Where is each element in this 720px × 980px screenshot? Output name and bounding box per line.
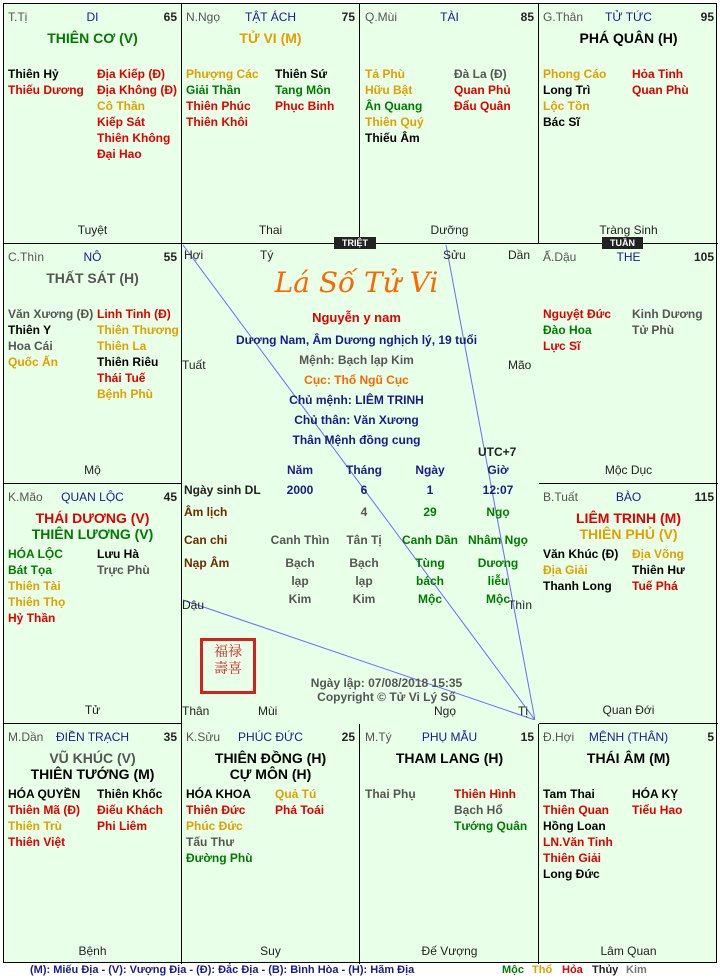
palace-can: C.Thìn [8, 250, 45, 264]
star-right: Quan Phù [632, 83, 689, 97]
palace-name: PHÚC ĐỨC [238, 730, 303, 744]
canchi-gio: Nhâm Ngọ [468, 533, 528, 547]
palace-name: TỬ TỨC [605, 10, 652, 24]
palace-can: Q.Mùi [365, 10, 398, 24]
palace-phase: Dưỡng [430, 223, 469, 237]
main-star: TỬ VI (M) [239, 30, 302, 46]
palace-name: TÀI [440, 10, 459, 24]
star-right: Địa Không (Đ) [97, 83, 177, 97]
palace-phase: Quan Đới [602, 703, 655, 717]
chart-title: Lá Số Tử Vi [274, 266, 439, 299]
palace-phase: Bệnh [78, 944, 107, 958]
dir-mui: Mùi [258, 704, 278, 718]
dir-ngo: Ngọ [434, 704, 457, 718]
star-left: Thiên Việt [8, 835, 66, 849]
palace-age: 25 [341, 730, 355, 744]
triet-tag: TRIỆT [334, 237, 376, 249]
star-left: Bát Tọa [8, 563, 53, 577]
palace-can: Ấ.Dậu [543, 250, 577, 264]
palace-name: QUAN LỘC [61, 490, 124, 504]
star-left: HÓA LỘC [8, 547, 63, 561]
napam-nam: Bạch [285, 556, 315, 570]
star-right: Cô Thần [97, 99, 145, 113]
star-right: Địa Võng [632, 547, 685, 561]
palace-ty [4, 4, 182, 244]
canchi-thang: Tân Tị [346, 533, 382, 547]
palace-ngo [182, 4, 360, 244]
main-stars [4, 30, 181, 46]
star-left: Tấu Thư [186, 835, 235, 849]
star-left: Văn Xương (Đ) [8, 307, 94, 321]
palace-age: 15 [520, 730, 534, 744]
seal-stamp: 福禄 壽喜 [200, 638, 256, 694]
star-left: Nguyệt Đức [543, 307, 612, 321]
palace-name: PHỤ MẪU [421, 730, 478, 744]
palace-age: 5 [707, 730, 714, 744]
main-stars [4, 750, 181, 782]
palace-can: Đ.Hợi [543, 730, 575, 744]
main-stars [539, 510, 718, 542]
star-right: Tướng Quân [454, 819, 528, 833]
star-right: Thái Tuế [97, 371, 146, 385]
star-left: Thiếu Dương [8, 83, 84, 97]
palace-can: G.Thân [543, 10, 584, 24]
star-left: Văn Khúc (Đ) [543, 547, 619, 561]
al-thang: 4 [360, 505, 368, 519]
palace-can: K.Mão [8, 490, 43, 504]
napam-gio: Dương [477, 556, 519, 570]
napam-gio: Mộc [486, 592, 510, 606]
star-right: Thiên Sứ [275, 67, 328, 81]
palace-age: 65 [163, 10, 177, 24]
center-panel [178, 240, 535, 720]
star-left: Lộc Tồn [543, 99, 590, 113]
star-left: Hỷ Thần [8, 611, 56, 625]
star-right: Trực Phù [97, 563, 150, 577]
palace-age: 45 [163, 490, 177, 504]
star-right: Địa Kiếp (Đ) [97, 67, 166, 81]
star-right: Tử Phù [632, 323, 675, 337]
palace-age: 75 [341, 10, 355, 24]
star-left: HÓA QUYỀN [8, 787, 81, 801]
palace-name: NÔ [83, 250, 102, 264]
copyright: Copyright © Tử Vi Lý Số [317, 690, 456, 704]
main-star: THÁI ÂM (M) [586, 750, 671, 766]
element-4: Kim [626, 964, 647, 976]
star-right: Phá Toái [275, 803, 325, 817]
star-left: Thiên Đức [186, 803, 246, 817]
hdr-gio: Giờ [487, 463, 509, 477]
dir-thin: Thìn [508, 598, 533, 612]
main-star: THIÊN LƯƠNG (V) [31, 526, 154, 542]
date-created: Ngày lập: 07/08/2018 15:35 [310, 676, 463, 690]
star-left: LN.Văn Tinh [543, 835, 613, 849]
main-star: THÁI DƯƠNG (V) [35, 510, 150, 526]
palace-phase: Lâm Quan [600, 944, 657, 958]
star-left: Hữu Bật [365, 83, 413, 97]
al-ngay: 29 [423, 505, 437, 519]
star-left: Thiên Trù [8, 819, 62, 833]
napam-nam: Kim [288, 592, 312, 606]
napam-ngay: bách [415, 574, 444, 588]
palace-suu [182, 724, 360, 964]
star-right: Thiên La [97, 339, 147, 353]
star-left: Ân Quang [365, 99, 423, 113]
al-gio: Ngọ [486, 505, 510, 519]
al-label: Âm lịch [184, 505, 228, 519]
dir-tuat: Tuất [182, 358, 206, 372]
star-left: Thanh Long [543, 579, 612, 593]
star-right: Tiểu Hao [632, 803, 683, 817]
hdr-ngay: Ngày [415, 463, 445, 477]
palace-can: T.Tị [8, 10, 28, 24]
dir-ti: Tị [518, 704, 528, 718]
chu-than: Chủ thân: Văn Xương [294, 413, 419, 427]
star-right: Bạch Hổ [454, 803, 503, 817]
dl-ngay: 1 [426, 483, 434, 497]
main-star: THIÊN PHỦ (V) [579, 526, 678, 542]
palace-dau [539, 244, 718, 484]
star-left: Phúc Đức [186, 819, 243, 833]
palace-phase: Suy [260, 944, 281, 958]
palace-mao [4, 484, 182, 724]
palace-phase: Tràng Sinh [599, 223, 658, 237]
star-left: Tam Thai [543, 787, 595, 801]
palace-name: THE [616, 250, 641, 264]
star-right: HÓA KỴ [632, 787, 679, 801]
star-left: Thiên Quan [543, 803, 609, 817]
napam-thang: lạp [355, 574, 373, 588]
star-left: HÓA KHOA [186, 787, 251, 801]
palace-phase: Đế Vượng [421, 944, 478, 958]
star-right: Điếu Khách [97, 803, 164, 817]
star-right: Thiên Hình [454, 787, 516, 801]
star-left: Giải Thần [186, 83, 241, 97]
napam-nam: lạp [291, 574, 309, 588]
star-right: Thiên Không [97, 131, 171, 145]
palace-thin [4, 244, 182, 484]
main-star: PHÁ QUÂN (H) [579, 30, 678, 46]
main-star: THIÊN TƯỚNG (M) [30, 766, 155, 782]
star-left: Thai Phụ [365, 787, 416, 801]
main-stars [4, 270, 181, 286]
palace-can: M.Tý [365, 730, 392, 744]
star-right: Phi Liêm [97, 819, 148, 833]
cuc: Cục: Thổ Ngũ Cục [304, 373, 409, 387]
star-left: Thiên Quý [365, 115, 424, 129]
palace-name: BÀO [615, 490, 642, 504]
palace-phase: Tuyệt [77, 223, 108, 237]
menh: Mệnh: Bạch lạp Kim [299, 353, 414, 367]
main-stars [182, 750, 359, 782]
star-left: Thiên Phúc [186, 99, 251, 113]
element-0: Mộc [502, 964, 524, 976]
palace-age: 115 [694, 490, 714, 504]
palace-name: TẬT ÁCH [244, 10, 297, 24]
star-left: Thiên Mã (Đ) [8, 803, 80, 817]
star-right: Linh Tinh (Đ) [97, 307, 171, 321]
star-left: Đào Hoa [543, 323, 592, 337]
palace-ti [361, 724, 539, 964]
main-star: LIÊM TRINH (M) [576, 510, 681, 526]
palace-age: 85 [520, 10, 534, 24]
utc: UTC+7 [478, 445, 517, 459]
star-left: Tả Phù [365, 67, 406, 81]
hdr-thang: Tháng [346, 463, 382, 477]
star-right: Quan Phủ [454, 83, 511, 97]
star-right: Phục Binh [275, 99, 335, 113]
star-left: Địa Giải [543, 563, 588, 577]
main-star: VŨ KHÚC (V) [49, 750, 136, 766]
canchi-label: Can chi [184, 533, 228, 547]
star-left: Thiếu Âm [365, 131, 420, 145]
star-left: Thiên Khôi [186, 115, 248, 129]
dir-mao: Mão [508, 358, 532, 372]
star-right: Lưu Hà [97, 547, 140, 561]
element-3: Thủy [592, 964, 619, 976]
tuan-tag: TUẦN [602, 237, 643, 249]
palace-can: M.Dần [8, 730, 44, 744]
palace-phase: Thai [258, 223, 283, 237]
star-left: Thiên Tài [8, 579, 61, 593]
element-2: Hỏa [562, 964, 583, 976]
napam-ngay: Tùng [415, 556, 445, 570]
star-right: Kinh Dương [632, 307, 703, 321]
main-stars [539, 30, 718, 46]
star-right: Thiên Khốc [97, 787, 163, 801]
legend: (M): Miếu Địa - (V): Vượng Địa - (Đ): Đắc Địa - (B): Bình Hòa - (H): Hãm Địa [30, 964, 415, 976]
main-stars [4, 510, 181, 542]
star-left: Bác Sĩ [543, 115, 580, 129]
palace-hoi [539, 724, 718, 964]
star-left: Thiên Giải [543, 851, 602, 865]
star-right: Bệnh Phù [97, 387, 153, 401]
star-right: Thiên Riêu [97, 355, 159, 369]
palace-age: 95 [700, 10, 714, 24]
main-stars [361, 750, 538, 766]
star-left: Phong Cáo [543, 67, 607, 81]
star-left: Thiên Thọ [8, 595, 66, 609]
main-stars [539, 750, 718, 766]
palace-age: 35 [163, 730, 177, 744]
napam-gio: liễu [487, 574, 509, 588]
element-1: Thổ [532, 964, 553, 976]
palace-name: DI [86, 10, 99, 24]
star-left: Hồng Loan [543, 819, 606, 833]
star-right: Đẩu Quân [454, 99, 511, 113]
main-star: CỰ MÔN (H) [229, 766, 312, 782]
palace-than [539, 4, 718, 244]
palace-age: 105 [693, 250, 714, 264]
star-left: Hoa Cái [8, 339, 53, 353]
than-menh: Thân Mệnh đồng cung [292, 433, 421, 447]
napam-ngay: Mộc [418, 592, 442, 606]
dl-nam: 2000 [286, 483, 314, 497]
dl-thang: 6 [360, 483, 368, 497]
palace-name: ĐIỀN TRẠCH [55, 730, 130, 744]
star-right: Đà La (Đ) [454, 67, 507, 81]
palace-age: 55 [163, 250, 177, 264]
dl-gio: 12:07 [482, 483, 514, 497]
dir-dau: Dậu [182, 598, 205, 612]
palace-name: MỆNH (THÂN) [588, 730, 669, 744]
star-left: Phượng Các [186, 67, 259, 81]
palace-phase: Mộc Dục [604, 463, 653, 477]
canchi-ngay: Canh Dần [401, 533, 458, 547]
napam-thang: Bạch [349, 556, 379, 570]
star-left: Thiên Hỷ [8, 67, 59, 81]
star-right: Kiếp Sát [97, 115, 146, 129]
person-name: Nguyễn y nam [312, 310, 401, 325]
palace-can: N.Ngọ [186, 10, 221, 24]
palace-can: B.Tuất [543, 490, 578, 504]
star-right: Tang Môn [275, 83, 331, 97]
chu-menh: Chủ mệnh: LIÊM TRINH [289, 393, 424, 407]
star-left: Quốc Ấn [8, 355, 58, 369]
star-right: Thiên Hư [632, 563, 685, 577]
palace-dan [4, 724, 182, 964]
star-right: Tuế Phá [632, 579, 678, 593]
main-star: THIÊN CƠ (V) [47, 30, 138, 46]
dir-suu: Sửu [443, 248, 466, 262]
main-star: THIÊN ĐỒNG (H) [214, 750, 327, 766]
napam-thang: Kim [352, 592, 376, 606]
star-right: Hỏa Tinh [632, 67, 684, 81]
palace-phase: Tử [84, 703, 101, 717]
hdr-nam: Năm [286, 463, 313, 477]
star-right: Quả Tú [275, 787, 317, 801]
main-stars [182, 30, 359, 46]
dir-ty: Tý [260, 248, 274, 262]
yin-yang-line: Dương Nam, Âm Dương nghịch lý, 19 tuổi [235, 333, 478, 347]
palace-tuat [539, 484, 718, 724]
star-left: Long Trì [543, 83, 591, 97]
star-left: Lực Sĩ [543, 339, 581, 353]
star-right: Thiên Thương [97, 323, 179, 337]
palace-phase: Mộ [84, 463, 101, 477]
main-star: THẤT SÁT (H) [46, 270, 139, 286]
main-star: THAM LANG (H) [395, 750, 504, 766]
napam-label: Nạp Âm [184, 556, 230, 570]
palace-can: K.Sửu [186, 730, 221, 744]
star-left: Long Đức [543, 867, 600, 881]
star-left: Thiên Y [8, 323, 52, 337]
dir-dan: Dần [508, 248, 531, 262]
palace-mui [361, 4, 539, 244]
dir-hoi: Hợi [184, 248, 204, 262]
canchi-nam: Canh Thìn [270, 533, 330, 547]
dl-label: Ngày sinh DL [184, 483, 261, 497]
star-right: Đại Hao [97, 147, 142, 161]
star-left: Đường Phù [186, 851, 253, 865]
dir-than: Thân [182, 704, 210, 718]
